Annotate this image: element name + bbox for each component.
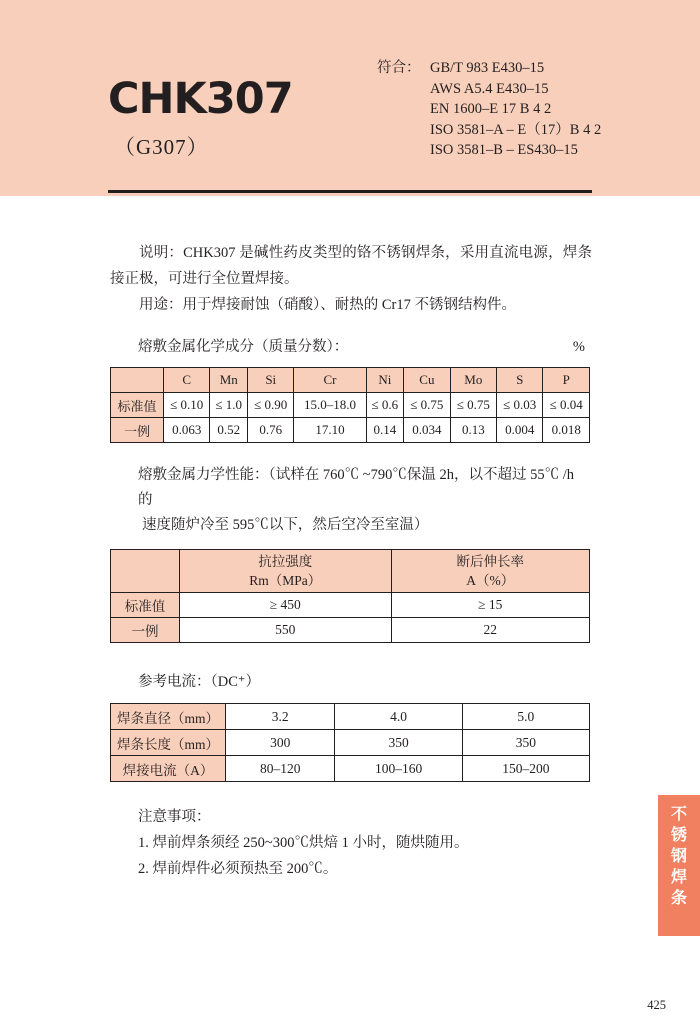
standard-item: AWS A5.4 E430–15 — [430, 80, 549, 97]
chem-cell: 15.0–18.0 — [294, 393, 366, 418]
mech-cell: 550 — [180, 618, 392, 643]
side-tab — [658, 795, 700, 936]
chem-cell: ≤ 0.6 — [366, 393, 404, 418]
current-heading: 参考电流：（DC⁺） — [138, 674, 261, 690]
current-cell: 3.2 — [226, 704, 335, 730]
document-body — [0, 196, 700, 882]
mech-cell: ≥ 15 — [391, 593, 589, 618]
table-row — [111, 756, 590, 782]
chem-cell: 0.76 — [248, 418, 294, 443]
chem-col-header: P — [543, 368, 590, 393]
standard-item: EN 1600–E 17 B 4 2 — [430, 101, 552, 117]
side-tab-char: 焊 — [670, 867, 687, 886]
standards-label: 符合： — [377, 60, 421, 76]
mech-col-header-tensile-line1: 抗拉强度 — [258, 554, 313, 569]
chem-cell: ≤ 0.10 — [164, 393, 210, 418]
current-cell: 300 — [226, 730, 335, 756]
current-row-label: 焊条长度（mm） — [111, 730, 226, 756]
usage-paragraph: 用途：用于焊接耐蚀（硝酸）、耐热的 Cr17 不锈钢结构件。 — [139, 297, 516, 313]
table-row — [111, 704, 590, 730]
chem-cell: 0.13 — [450, 418, 496, 443]
chem-cell: ≤ 0.03 — [497, 393, 543, 418]
title-block — [108, 74, 368, 161]
chem-heading: 熔敷金属化学成分（质量分数）： — [138, 339, 349, 355]
current-cell: 5.0 — [462, 704, 589, 730]
chem-col-header: Ni — [366, 368, 404, 393]
chem-cell: ≤ 0.75 — [450, 393, 496, 418]
current-cell: 350 — [462, 730, 589, 756]
chem-cell: 0.034 — [404, 418, 450, 443]
chem-cell: ≤ 0.90 — [248, 393, 294, 418]
mech-heading: 熔敷金属力学性能：（试样在 760℃ ~790℃保温 2h，以不超过 55℃ /h 的 — [138, 467, 574, 508]
notes-block — [0, 804, 700, 882]
side-tab-char: 锈 — [670, 825, 687, 844]
chem-corner-cell — [111, 368, 164, 393]
chem-cell: ≤ 0.04 — [543, 393, 590, 418]
chem-col-header: Cr — [294, 368, 366, 393]
mech-heading-cont: 速度随炉冷至 595℃以下，然后空冷至室温） — [142, 517, 429, 533]
page-number: 425 — [647, 998, 666, 1012]
side-tab-char: 不 — [670, 804, 687, 823]
standard-item: GB/T 983 E430–15 — [430, 60, 545, 76]
page-title: CHK307 — [108, 74, 293, 124]
table-row — [111, 418, 590, 443]
mech-cell: 22 — [391, 618, 589, 643]
chem-heading-row — [0, 334, 700, 360]
table-row — [111, 618, 590, 643]
current-row-label: 焊条直径（mm） — [111, 704, 226, 730]
chem-cell: 0.14 — [366, 418, 404, 443]
current-cell: 80–120 — [226, 756, 335, 782]
current-row-label: 焊接电流（A） — [111, 756, 226, 782]
mech-cell: ≥ 450 — [180, 593, 392, 618]
current-cell: 350 — [335, 730, 462, 756]
chem-row-label: 标准值 — [111, 393, 164, 418]
chem-col-header: Mo — [450, 368, 496, 393]
mech-col-header-elongation-line1: 断后伸长率 — [456, 554, 525, 569]
chem-cell: ≤ 0.75 — [404, 393, 450, 418]
mech-row-label: 标准值 — [111, 593, 180, 618]
header-divider — [108, 190, 592, 193]
page-subtitle: （G307） — [114, 135, 209, 159]
mech-col-header-tensile — [180, 550, 392, 593]
chem-cell: 0.018 — [543, 418, 590, 443]
chem-cell: 17.10 — [294, 418, 366, 443]
chem-cell: ≤ 1.0 — [210, 393, 248, 418]
chem-col-header: S — [497, 368, 543, 393]
chem-cell: 0.063 — [164, 418, 210, 443]
header-band — [0, 0, 700, 196]
chem-cell: 0.52 — [210, 418, 248, 443]
chem-cell: 0.004 — [497, 418, 543, 443]
chem-col-header: Si — [248, 368, 294, 393]
mech-col-header-tensile-line2: Rm（MPa） — [249, 573, 322, 588]
mech-row-label: 一例 — [111, 618, 180, 643]
table-row — [111, 550, 590, 593]
description-paragraph: 说明：CHK307 是碱性药皮类型的铬不锈钢焊条，采用直流电源，焊条接正极，可进行全位置焊接。 — [110, 245, 592, 287]
table-row — [111, 730, 590, 756]
current-cell: 4.0 — [335, 704, 462, 730]
side-tab-char: 钢 — [670, 846, 687, 865]
note-item: 2. 焊前焊件必须预热至 200℃。 — [138, 861, 338, 877]
current-cell: 100–160 — [335, 756, 462, 782]
table-row — [111, 368, 590, 393]
chem-unit: % — [572, 339, 585, 355]
chem-col-header: C — [164, 368, 210, 393]
standard-item: ISO 3581–B – ES430–15 — [430, 142, 578, 158]
chem-col-header: Cu — [404, 368, 450, 393]
mech-col-header-elongation-line2: A（%） — [466, 573, 515, 588]
chem-col-header: Mn — [210, 368, 248, 393]
table-row — [111, 593, 590, 618]
notes-title: 注意事项： — [138, 809, 211, 825]
chem-row-label: 一例 — [111, 418, 164, 443]
chemical-composition-table — [110, 367, 590, 443]
side-tab-char: 条 — [670, 888, 687, 907]
standard-item: ISO 3581–A – E（17）B 4 2 — [430, 121, 602, 138]
standards-list — [378, 58, 601, 161]
table-row — [111, 393, 590, 418]
current-cell: 150–200 — [462, 756, 589, 782]
mechanical-properties-table — [110, 549, 590, 643]
mech-heading-block — [0, 463, 700, 538]
note-item: 1. 焊前焊条须经 250~300℃烘焙 1 小时，随烘随用。 — [138, 835, 469, 851]
mech-corner-cell — [111, 550, 180, 593]
reference-current-table — [110, 703, 590, 782]
mech-col-header-elongation — [391, 550, 589, 593]
